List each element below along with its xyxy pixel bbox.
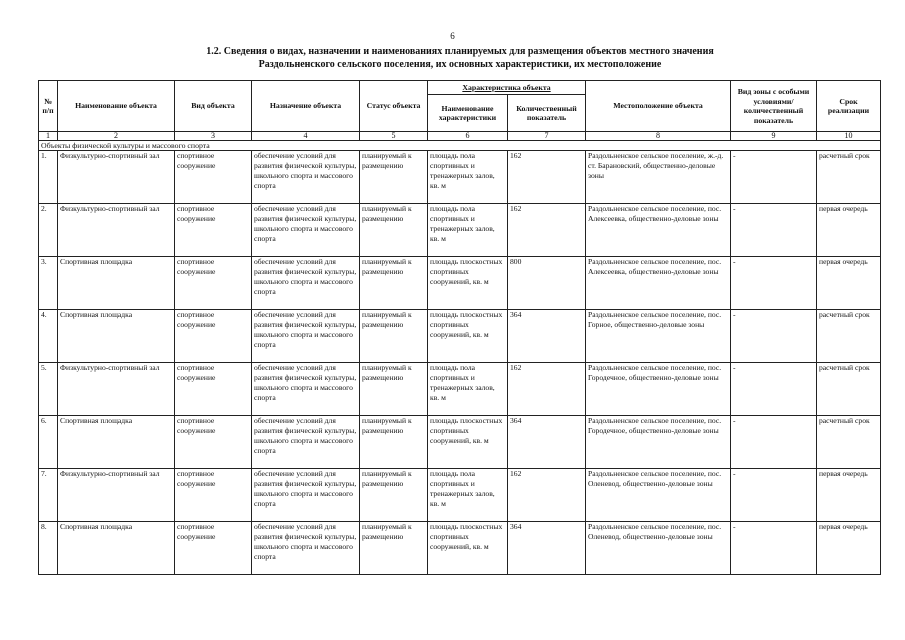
object-status: планируемый к размещению [360,151,428,204]
object-name: Спортивная площадка [58,522,175,575]
section-row [39,141,881,151]
column-numbers-row [39,132,881,141]
document-title [60,45,860,71]
implementation-term: первая очередь [817,469,881,522]
row-number: 2. [39,204,58,257]
object-status: планируемый к размещению [360,522,428,575]
object-type: спортивное сооружение [175,469,252,522]
object-purpose: обеспечение условий для развития физической культуры, школьного спорта и массового спорта [252,416,360,469]
object-type: спортивное сооружение [175,416,252,469]
object-name: Физкультурно-спортивный зал [58,363,175,416]
object-purpose: обеспечение условий для развития физической культуры, школьного спорта и массового спорта [252,522,360,575]
column-number: 5 [360,132,428,141]
header-char-name: Наименование характеристики [428,95,508,132]
header-status: Статус объекта [360,81,428,132]
row-number: 1. [39,151,58,204]
table-row [39,363,881,416]
header-location: Местоположение объекта [586,81,731,132]
object-name: Физкультурно-спортивный зал [58,469,175,522]
column-number: 3 [175,132,252,141]
characteristic-value: 162 [508,363,586,416]
object-status: планируемый к размещению [360,416,428,469]
object-status: планируемый к размещению [360,469,428,522]
column-number: 1 [39,132,58,141]
object-name: Физкультурно-спортивный зал [58,204,175,257]
row-number: 7. [39,469,58,522]
object-purpose: обеспечение условий для развития физической культуры, школьного спорта и массового спорта [252,363,360,416]
table-row [39,469,881,522]
row-number: 5. [39,363,58,416]
object-location: Раздольненское сельское поселение, пос. Алексеевка, общественно-деловые зоны [586,257,731,310]
table-row [39,151,881,204]
object-location: Раздольненское сельское поселение, пос. Горное, общественно-деловые зоны [586,310,731,363]
object-location: Раздольненское сельское поселение, пос. Оленевод, общественно-деловые зоны [586,469,731,522]
characteristic-value: 364 [508,522,586,575]
header-type: Вид объекта [175,81,252,132]
implementation-term: расчетный срок [817,416,881,469]
header-num: № п/п [39,81,58,132]
object-purpose: обеспечение условий для развития физической культуры, школьного спорта и массового спорта [252,204,360,257]
characteristic-name: площадь пола спортивных и тренажерных залов, кв. м [428,469,508,522]
object-type: спортивное сооружение [175,204,252,257]
column-number: 2 [58,132,175,141]
characteristic-name: площадь плоскостных спортивных сооружений, кв. м [428,257,508,310]
column-number: 6 [428,132,508,141]
implementation-term: первая очередь [817,257,881,310]
characteristic-name: площадь пола спортивных и тренажерных залов, кв. м [428,204,508,257]
object-name: Спортивная площадка [58,310,175,363]
row-number: 8. [39,522,58,575]
object-name: Физкультурно-спортивный зал [58,151,175,204]
implementation-term: расчетный срок [817,310,881,363]
object-type: спортивное сооружение [175,310,252,363]
header-char-value: Количественный показатель [508,95,586,132]
object-status: планируемый к размещению [360,257,428,310]
object-location: Раздольненское сельское поселение, пос. Оленевод, общественно-деловые зоны [586,522,731,575]
characteristic-value: 162 [508,151,586,204]
row-number: 3. [39,257,58,310]
objects-table [38,80,881,575]
zone-type: - [731,469,817,522]
header-term: Срок реализации [817,81,881,132]
header-characteristics: Характеристика объекта [428,81,586,95]
implementation-term: первая очередь [817,522,881,575]
characteristic-value: 162 [508,204,586,257]
characteristic-value: 162 [508,469,586,522]
table-row [39,257,881,310]
characteristic-value: 800 [508,257,586,310]
column-number: 4 [252,132,360,141]
object-location: Раздольненское сельское поселение, ж.-д. ст. Барановский, общественно-деловые зоны [586,151,731,204]
object-status: планируемый к размещению [360,310,428,363]
zone-type: - [731,310,817,363]
object-location: Раздольненское сельское поселение, пос. Алексеевка, общественно-деловые зоны [586,204,731,257]
object-location: Раздольненское сельское поселение, пос. Городечное, общественно-деловые зоны [586,363,731,416]
title-line-1: 1.2. Сведения о видах, назначении и наименованиях планируемых для размещения объектов местного значения [206,46,714,57]
object-status: планируемый к размещению [360,204,428,257]
object-type: спортивное сооружение [175,522,252,575]
object-purpose: обеспечение условий для развития физической культуры, школьного спорта и массового спорта [252,469,360,522]
object-type: спортивное сооружение [175,257,252,310]
object-purpose: обеспечение условий для развития физической культуры, школьного спорта и массового спорта [252,310,360,363]
column-number: 7 [508,132,586,141]
header-purpose: Назначение объекта [252,81,360,132]
table-row [39,204,881,257]
zone-type: - [731,522,817,575]
characteristic-name: площадь пола спортивных и тренажерных залов, кв. м [428,363,508,416]
characteristic-name: площадь пола спортивных и тренажерных залов, кв. м [428,151,508,204]
object-type: спортивное сооружение [175,363,252,416]
row-number: 6. [39,416,58,469]
table-row [39,310,881,363]
row-number: 4. [39,310,58,363]
object-purpose: обеспечение условий для развития физической культуры, школьного спорта и массового спорта [252,151,360,204]
characteristic-value: 364 [508,310,586,363]
section-title: Объекты физической культуры и массового спорта [39,141,881,151]
page-number: 6 [450,31,455,41]
object-purpose: обеспечение условий для развития физической культуры, школьного спорта и массового спорта [252,257,360,310]
characteristic-value: 364 [508,416,586,469]
object-type: спортивное сооружение [175,151,252,204]
implementation-term: расчетный срок [817,363,881,416]
column-number: 10 [817,132,881,141]
characteristic-name: площадь плоскостных спортивных сооружений, кв. м [428,416,508,469]
object-name: Спортивная площадка [58,416,175,469]
zone-type: - [731,416,817,469]
zone-type: - [731,363,817,416]
header-name: Наименование объекта [58,81,175,132]
column-number: 8 [586,132,731,141]
table-row [39,522,881,575]
characteristic-name: площадь плоскостных спортивных сооружений, кв. м [428,522,508,575]
column-number: 9 [731,132,817,141]
object-name: Спортивная площадка [58,257,175,310]
implementation-term: первая очередь [817,204,881,257]
table-row [39,416,881,469]
title-line-2: Раздольненского сельского поселения, их основных характеристики, их местоположение [258,59,662,70]
characteristic-name: площадь плоскостных спортивных сооружений, кв. м [428,310,508,363]
object-status: планируемый к размещению [360,363,428,416]
implementation-term: расчетный срок [817,151,881,204]
header-zone: Вид зоны с особыми условиями/ количественный показатель [731,81,817,132]
zone-type: - [731,204,817,257]
object-location: Раздольненское сельское поселение, пос. Городечное, общественно-деловые зоны [586,416,731,469]
zone-type: - [731,257,817,310]
zone-type: - [731,151,817,204]
